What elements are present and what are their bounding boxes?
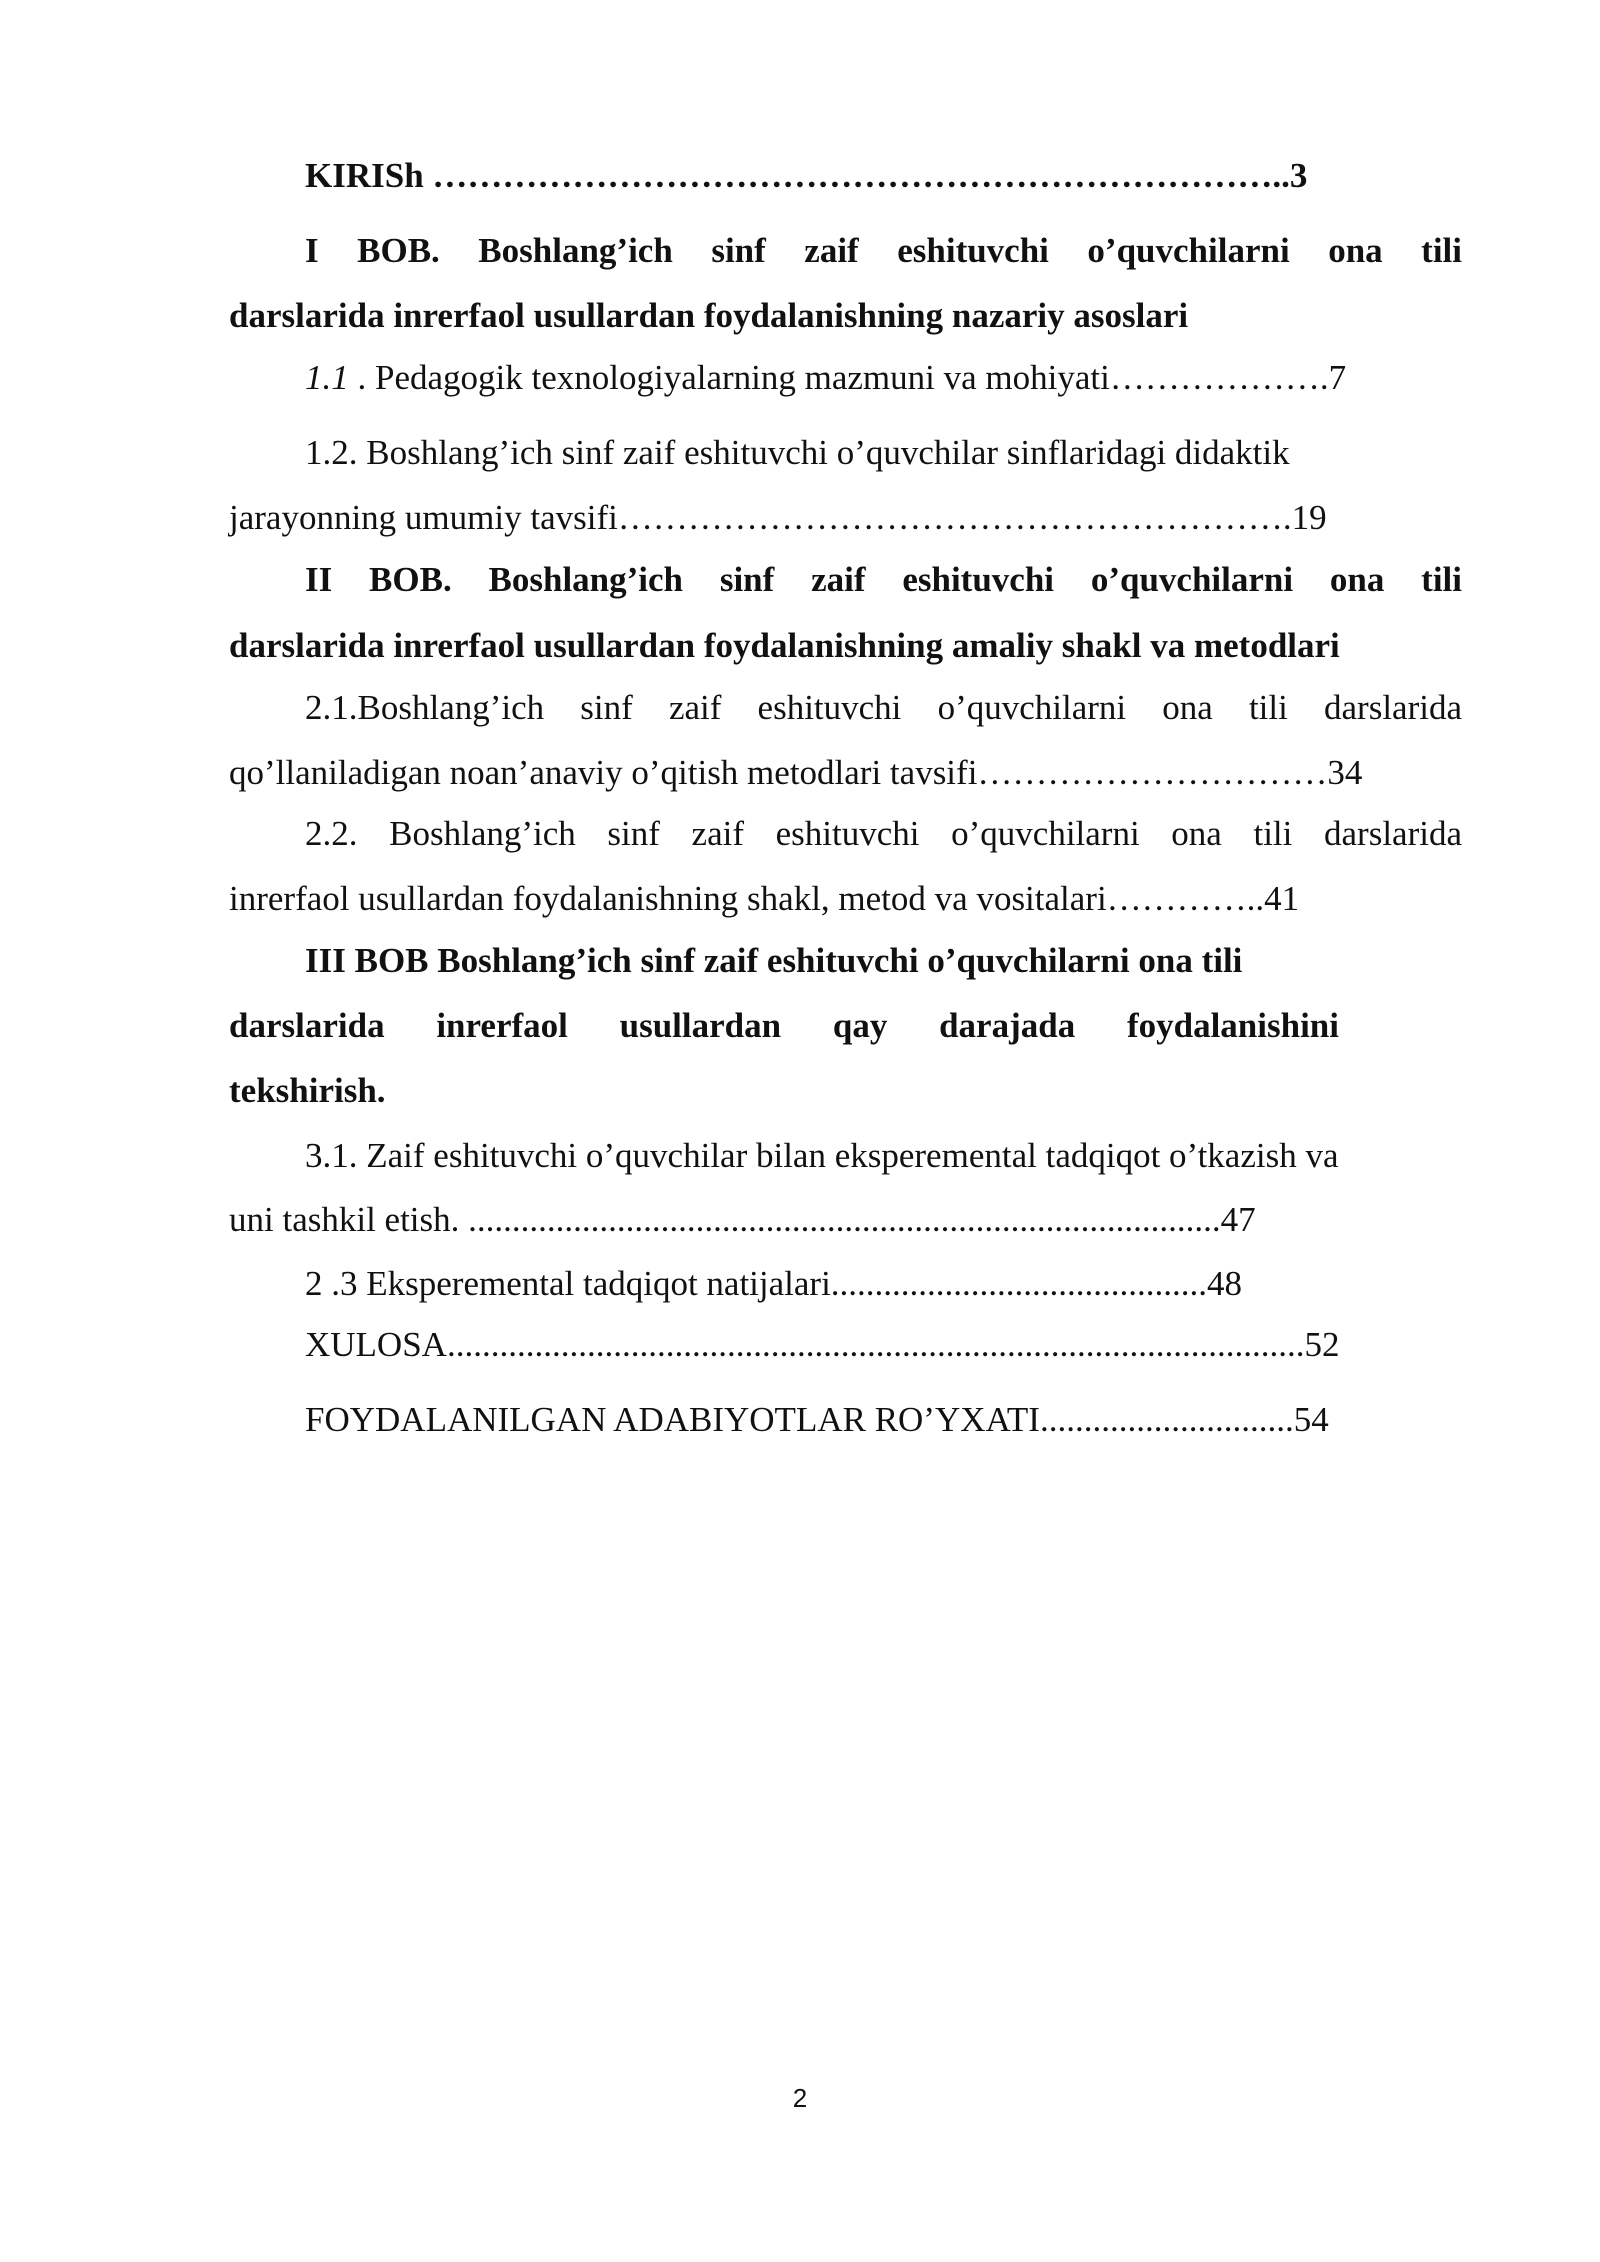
toc-chapter-1-title-line-2: darslarida inrerfaol usullardan foydalanishning nazariy asoslari bbox=[229, 296, 1189, 335]
toc-section-1-1-text: . Pedagogik texnologiyalarning mazmuni va mohiyati……………….7 bbox=[348, 358, 1347, 397]
toc-references: FOYDALANILGAN ADABIYOTLAR RO’YXATI.............................54 bbox=[305, 1400, 1329, 1439]
toc-chapter-3-title-line-2: darslarida inrerfaol usullardan qay darajada foydalanishini bbox=[229, 1006, 1339, 1045]
toc-chapter-2-title-line-1: II BOB. Boshlang’ich sinf zaif eshituvchi o’quvchilarni ona tili bbox=[305, 560, 1462, 599]
toc-chapter-1-title-line-1: I BOB. Boshlang’ich sinf zaif eshituvchi o’quvchilarni ona tili bbox=[305, 231, 1462, 270]
toc-section-1-1 bbox=[305, 356, 1346, 400]
toc-section-1-2-line-1: 1.2. Boshlang’ich sinf zaif eshituvchi o’quvchilar sinflaridagi didaktik bbox=[305, 433, 1290, 472]
page-number: 2 bbox=[792, 2083, 808, 2113]
toc-section-2-1-line-1: 2.1.Boshlang’ich sinf zaif eshituvchi o’quvchilarni ona tili darslarida bbox=[305, 688, 1462, 727]
toc-section-2-2-line-1: 2.2. Boshlang’ich sinf zaif eshituvchi o’quvchilarni ona tili darslarida bbox=[305, 814, 1462, 853]
toc-section-2-3: 2 .3 Eksperemental tadqiqot natijalari...........................................48 bbox=[305, 1264, 1243, 1303]
toc-section-3-1-line-1: 3.1. Zaif eshituvchi o’quvchilar bilan eksperemental tadqiqot o’tkazish va bbox=[305, 1136, 1339, 1175]
toc-section-1-2-line-2: jarayonning umumiy tavsifi………………………………………………….19 bbox=[229, 498, 1327, 537]
toc-section-2-1-line-2: qo’llaniladigan noan’anaviy o’qitish metodlari tavsifi…………………………34 bbox=[229, 753, 1363, 792]
toc-introduction: KIRISh ………………………………………………………………..3 bbox=[305, 156, 1308, 195]
toc-section-2-2-line-2: inrerfaol usullardan foydalanishning shakl, metod va vositalari…………..41 bbox=[229, 879, 1300, 918]
toc-section-3-1-line-2: uni tashkil etish. ......................................................................................47 bbox=[229, 1200, 1256, 1239]
toc-chapter-3-title-line-1: III BOB Boshlang’ich sinf zaif eshituvchi o’quvchilarni ona tili bbox=[305, 941, 1243, 980]
toc-conclusion: XULOSA..................................................................................................52 bbox=[305, 1325, 1340, 1364]
toc-chapter-2-title-line-2: darslarida inrerfaol usullardan foydalanishning amaliy shakl va metodlari bbox=[229, 626, 1340, 665]
toc-chapter-3-title-line-3: tekshirish. bbox=[229, 1071, 386, 1110]
toc-section-1-1-number: 1.1 bbox=[305, 358, 349, 397]
